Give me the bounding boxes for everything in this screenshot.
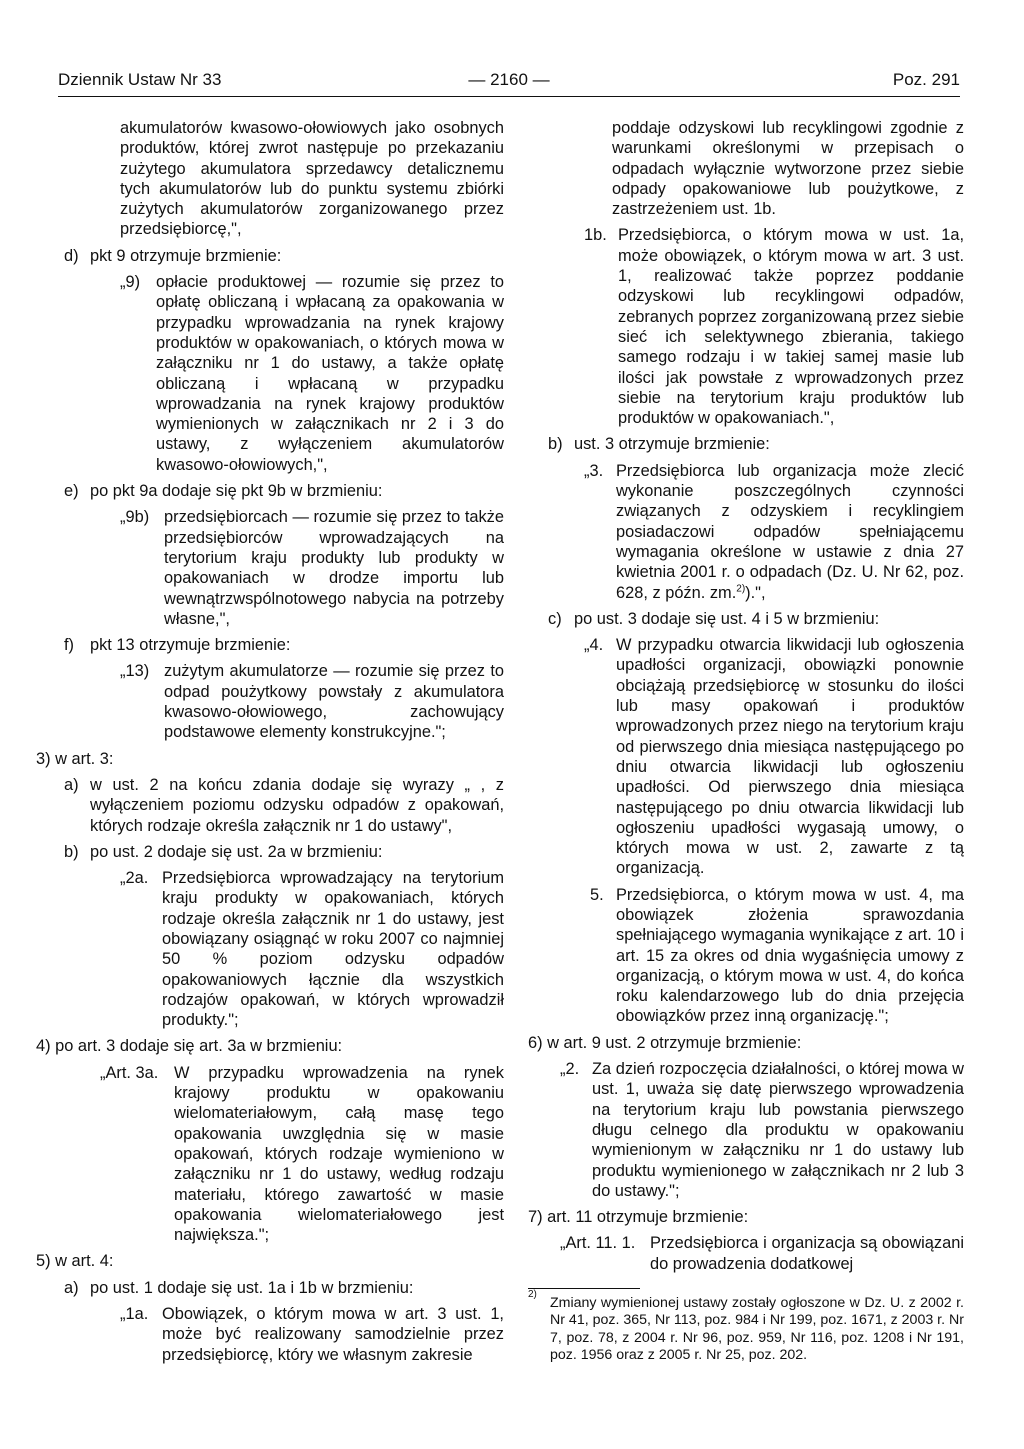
point-text: Przedsiębiorca lub organizacja może zlecić wykonanie poszczególnych czynności związanych z odzyskiem i recyklingiem posiadaczowi odpadów spełniającemu wymagania określone w ustawie z dnia 27 kwietnia 2001 r. o odpadach (Dz. U. Nr 62, poz. 628, z późn. zm.$^{2)}$).", bbox=[616, 461, 964, 602]
item-e bbox=[64, 481, 504, 501]
item-text: w ust. 2 na końcu zdania dodaje się wyrazy „ , z wyłączeniem poziomu odzysku odpadów z opakowań, których rodzaje określa załącznik nr 1 do ustawy", bbox=[90, 775, 504, 835]
point-label: „4. bbox=[584, 636, 604, 655]
point-label: 5. bbox=[590, 885, 604, 904]
point-text: Przedsiębiorca i organizacja są obowiązani do prowadzenia dodatkowej bbox=[650, 1234, 964, 1273]
point-text: Przedsiębiorca wprowadzający na terytorium kraju produkty w opakowaniach, których rodzaje określa załącznik nr 1 do ustawy, jest obowiązany osiągnąć w roku 2007 co najmniej 50 % poziom odzysku odpadów opakowaniowych łącznie dla wszystkich rodzajów opakowań, w których wprowadził produkty."; bbox=[162, 869, 504, 1030]
item-label: d) bbox=[64, 246, 79, 265]
point-label: „3. bbox=[584, 461, 604, 480]
item-text: po ust. 3 dodaje się ust. 4 i 5 w brzmieniu: bbox=[574, 609, 880, 628]
item-label: c) bbox=[548, 609, 562, 628]
point-text: Obowiązek, o którym mowa w art. 3 ust. 1, może być realizowany samodzielnie przez przedsiębiorcę, który we własnym zakresie bbox=[162, 1305, 504, 1364]
quoted-art-11 bbox=[560, 1233, 964, 1274]
footnote-reference: 2) bbox=[736, 583, 746, 595]
point-label: „9b) bbox=[120, 508, 150, 527]
article-3-heading: 3) w art. 3: bbox=[36, 749, 114, 768]
item-text: pkt 13 otrzymuje brzmienie: bbox=[90, 636, 291, 655]
point-text: Za dzień rozpoczęcia działalności, o której mowa w ust. 1, uważa się datę pierwszego wprowadzenia na terytorium kraju lub powstania pierwszego długu celnego dla produktu w opakowaniu wymienionym w załączniku nr 1 do ustawy lub produktu wymienionego w załącznikach nr 2 lub 3 do ustawy."; bbox=[592, 1060, 964, 1200]
item-label: a) bbox=[64, 1278, 79, 1297]
page-number: — 2160 — bbox=[468, 70, 550, 89]
article-4-heading: 4) po art. 3 dodaje się art. 3a w brzmieniu: bbox=[36, 1037, 343, 1056]
item-text: po ust. 1 dodaje się ust. 1a i 1b w brzmieniu: bbox=[90, 1278, 414, 1297]
item-d bbox=[64, 246, 504, 266]
quoted-ust-2 bbox=[560, 1059, 964, 1201]
point-text: zużytym akumulatorze — rozumie się przez to odpad poużytkowy powstały z akumulatora kwasowo-ołowiowego, zachowujący podstawowe elementy konstrukcyjne."; bbox=[164, 662, 504, 742]
item-label: a) bbox=[64, 775, 79, 794]
item-text: po pkt 9a dodaje się pkt 9b w brzmieniu: bbox=[90, 482, 383, 501]
point-label: „2a. bbox=[120, 869, 149, 888]
item-label: e) bbox=[64, 482, 79, 501]
article-7-heading: 7) art. 11 otrzymuje brzmienie: bbox=[528, 1208, 749, 1227]
point-text: W przypadku wprowadzenia na rynek krajowy produktu w opakowaniu wielomateriałowym, całą masę tego opakowania uwzględnia się w masie opakowań, których rodzaje wymieniono w załączniku nr 1 do ustawy, według rodzaju materiału, którego zawartość w masie opakowania wielomateriałowego jest największa."; bbox=[174, 1063, 504, 1245]
point-label: 1b. bbox=[584, 226, 607, 245]
item-label: b) bbox=[64, 842, 79, 861]
position-number: Poz. 291 bbox=[892, 70, 960, 89]
quoted-ust-5 bbox=[590, 885, 964, 1027]
footnote-mark: 2) bbox=[528, 1289, 537, 1301]
item-text: pkt 9 otrzymuje brzmienie: bbox=[90, 246, 282, 265]
item-label: f) bbox=[64, 636, 75, 655]
quoted-point-9 bbox=[120, 272, 504, 475]
continuation-paragraph: poddaje odzyskowi lub recyklingowi zgodnie z warunkami określonymi w przepisach o odpadach wyłącznie wytworzone przez siebie odpady opakowaniowe lub poużytkowe, z zastrzeżeniem ust. 1b. bbox=[612, 119, 964, 219]
item-b-art3 bbox=[64, 842, 504, 862]
quoted-point-13 bbox=[120, 661, 504, 742]
quoted-point-9b bbox=[120, 507, 504, 629]
item-b-art5 bbox=[548, 434, 964, 454]
point-label: „Art. 3a. bbox=[100, 1063, 159, 1082]
quoted-art-3a bbox=[100, 1063, 504, 1246]
point-text: Przedsiębiorca, o którym mowa w ust. 4, ma obowiązek złożenia sprawozdania spełniającego wymagania wynikające z art. 10 i art. 15 za okres od dnia wygaśnięcia umowy z organizacją, o którym mowa w ust. 4, do końca roku kalendarzowego lub do dnia przejęcia obowiązków przez inną organizację."; bbox=[616, 885, 964, 1026]
point-label: „Art. 11. 1. bbox=[560, 1234, 636, 1253]
point-label: „9) bbox=[120, 273, 141, 292]
page-header bbox=[58, 70, 960, 94]
item-a-art5 bbox=[64, 1278, 504, 1298]
quoted-ust-2a bbox=[120, 868, 504, 1030]
point-text: Przedsiębiorca, o którym mowa w ust. 1a, może obowiązek, o którym mowa w art. 3 ust. 1, realizować także poprzez poddanie odzyskowi lub recyklingowi odpadów, zebranych poprzez zorganizowaną przez siebie sieć ich selektywnego zbierania, takiego samego rodzaju i w takiej samej masie lub ilości jak powstałe z wprowadzonych przez siebie na terytorium kraju produktów lub produktów w opakowaniach.", bbox=[618, 226, 964, 428]
header-divider bbox=[58, 96, 960, 97]
point-label: „2. bbox=[560, 1060, 580, 1079]
quoted-ust-3 bbox=[584, 461, 964, 603]
point-text: przedsiębiorcach — rozumie się przez to także przedsiębiorców wprowadzających na terytorium kraju produkty lub produkty w opakowaniach w drodze importu lub wewnątrzwspólnotowego nabycia na potrzeby własne,", bbox=[164, 508, 504, 628]
item-c-art5 bbox=[548, 609, 964, 629]
article-6-heading: 6) w art. 9 ust. 2 otrzymuje brzmienie: bbox=[528, 1033, 802, 1052]
footnote-text: Zmiany wymienionej ustawy zostały ogłoszone w Dz. U. z 2002 r. Nr 41, poz. 365, Nr 113, poz. 984 i Nr 199, poz. 1671, z 2003 r. Nr 7, poz. 78, z 2004 r. Nr 96, poz. 959, Nr 116, poz. 1208 i Nr 191, poz. 1956 oraz z 2005 r. Nr 25, poz. 202. bbox=[550, 1295, 964, 1364]
point-label: „1a. bbox=[120, 1305, 149, 1324]
right-column bbox=[528, 118, 964, 1371]
point-text: W przypadku otwarcia likwidacji lub ogłoszenia upadłości organizacji, obowiązki ponownie obciążają przedsiębiorcę w stosunku do ilości lub masy opakowań i produktów wprowadzonych przez niego na terytorium kraju od pierwszego dnia miesiąca następującego po dniu otwarcia likwidacji lub ogłoszeniu upadłości. Od pierwszego dnia miesiąca następującego po dniu otwarcia likwidacji lub ogłoszeniu upadłości wygasają umowy, o których mowa w ust. 2, zawarte z tą organizacją. bbox=[616, 636, 964, 878]
continuation-paragraph: akumulatorów kwasowo-ołowiowych jako osobnych produktów, której zwrot następuje po przekazaniu zużytego akumulatora sprzedawcy detalicznemu tych akumulatorów lub do punktu systemu zbiórki zużytych akumulatorów zorganizowanego przez przedsiębiorcę,", bbox=[120, 119, 504, 239]
quoted-ust-1b bbox=[584, 225, 964, 428]
quoted-ust-1a bbox=[120, 1304, 504, 1365]
quoted-ust-4 bbox=[584, 635, 964, 879]
point-text: opłacie produktowej — rozumie się przez to opłatę obliczaną i wpłacaną za opakowania w przypadku wprowadzania na rynek krajowy produktów w opakowaniach, o których mowa w załączniku nr 1 do ustawy, a także opłatę obliczaną i wpłacaną w przypadku wprowadzania na rynek krajowy produktów wymienionych w załącznikach nr 2 i 3 do ustawy, z wyłączeniem akumulatorów kwasowo-ołowiowych,", bbox=[156, 273, 504, 474]
journal-title: Dziennik Ustaw Nr 33 bbox=[58, 70, 222, 89]
footnote-divider bbox=[528, 1288, 640, 1289]
item-f bbox=[64, 635, 504, 655]
item-a-art3 bbox=[64, 775, 504, 836]
item-text: po ust. 2 dodaje się ust. 2a w brzmieniu: bbox=[90, 842, 383, 861]
footnote bbox=[528, 1289, 964, 1365]
item-label: b) bbox=[548, 435, 563, 454]
left-column bbox=[36, 118, 504, 1371]
item-text: ust. 3 otrzymuje brzmienie: bbox=[574, 435, 770, 454]
article-5-heading: 5) w art. 4: bbox=[36, 1252, 114, 1271]
point-label: „13) bbox=[120, 662, 150, 681]
